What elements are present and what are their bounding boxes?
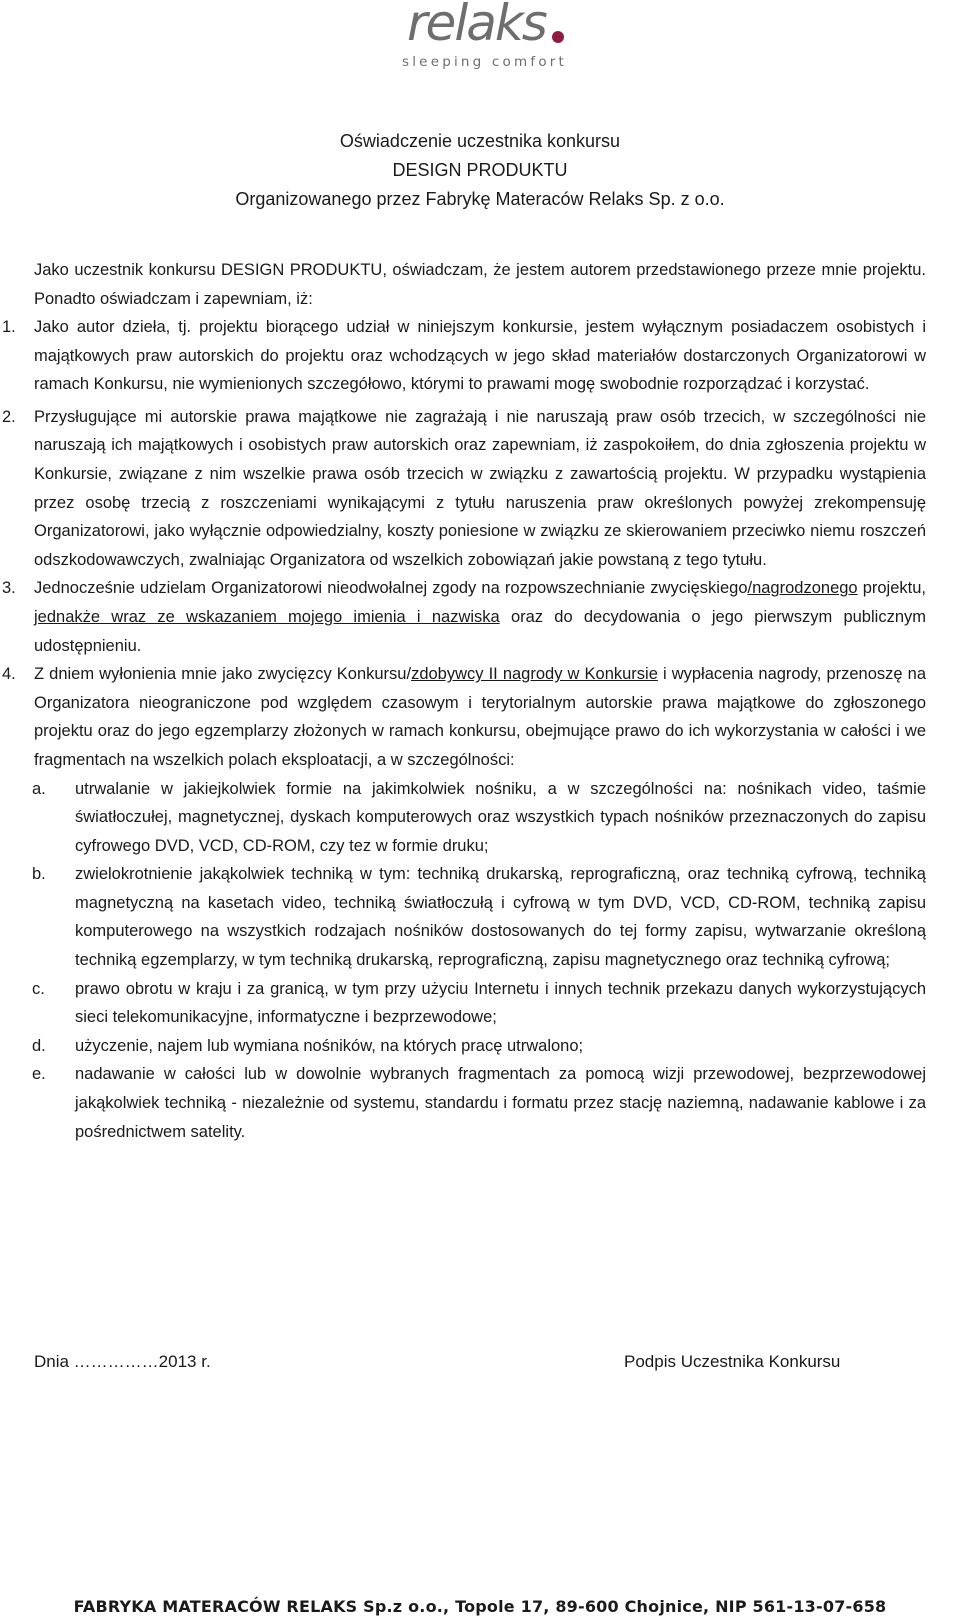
- logo-tagline: sleeping comfort: [402, 54, 568, 70]
- item-text: Przysługujące mi autorskie prawa majątkowe nie zagrażają i nie naruszają praw osób trzecich, w szczególności nie naruszają ich majątkowych i osobistych praw autorskich oraz zapewniam, iż zaspokoiłem, do dnia zgłoszenia projektu w Konkursie, związane z nim wszelkie prawa osób trzecich w związku z zawartością projektu. W przypadku wystąpienia przez osobę trzecią z roszczeniami wynikającymi z tytułu naruszenia praw określonych powyżej zrekompensuję Organizatorowi, jako wyłącznie odpowiedzialny, koszty poniesione w związku ze skierowaniem przeciwko niemu roszczeń odszkodowawczych, zwalniając Organizatora od wszelkich zobowiązań jakie powstaną z tego tytułu.: [34, 407, 926, 569]
- declaration-item-2: [0, 403, 926, 575]
- document-title: Oświadczenie uczestnika konkursu: [339, 131, 621, 151]
- item-number: 3.: [2, 579, 16, 598]
- item-text-part: Z dniem wyłonienia mnie jako zwycięzcy Konkursu/: [34, 665, 412, 684]
- exploitation-field-e: [0, 1060, 926, 1146]
- subitem-text: zwielokrotnienie jakąkolwiek techniką w tym: techniką drukarską, reprograficzną, oraz techniką cyfrową, techniką magnetyczną na kasetach video, techniką światłoczułą i cyfrową w tym DVD, VCD, CD-ROM, techniką zapisu komputerowego na wszystkich rodzajach nośników dostosowanych do tej formy zapisu, wytwarzanie określoną techniką egzemplarzy, w tym techniką drukarską, reprograficzną, zapisu magnetycznego oraz techniką cyfrową;: [75, 865, 926, 970]
- intro-paragraph: Jako uczestnik konkursu DESIGN PRODUKTU, oświadczam, że jestem autorem przedstawionego przeze mnie projektu. Ponadto oświadczam i zapewniam, iż:: [34, 261, 926, 308]
- organizer-line: Organizowanego przez Fabrykę Materaców Relaks Sp. z o.o.: [235, 189, 725, 209]
- underlined-text: /nagrodzonego: [747, 579, 858, 598]
- declaration-item-1: [0, 313, 926, 399]
- exploitation-field-c: [0, 975, 926, 1032]
- subitem-letter: b.: [32, 865, 46, 884]
- item-number: 4.: [2, 665, 16, 684]
- declaration-list: [0, 313, 960, 1146]
- date-field: Dnia ……………2013 r.: [34, 1352, 211, 1371]
- exploitation-field-b: [0, 860, 926, 974]
- subitem-text: utrwalanie w jakiejkolwiek formie na jakimkolwiek nośniku, a w szczególności na: nośnikach video, taśmie światłoczułej, magnetycznej, dyskach komputerowych oraz wszystkich typach nośników przeznaczonych do zapisu cyfrowego DVD, VCD, CD-ROM, czy tez w formie druku;: [75, 779, 926, 855]
- item-number: 2.: [2, 407, 16, 426]
- declaration-item-4: [0, 660, 926, 774]
- subitem-letter: c.: [32, 979, 45, 998]
- subitem-letter: a.: [32, 779, 46, 798]
- item-number: 1.: [2, 318, 16, 336]
- signature-label: Podpis Uczestnika Konkursu: [624, 1352, 841, 1371]
- exploitation-field-d: [0, 1032, 926, 1061]
- logo-wordmark: relaks: [407, 0, 546, 52]
- subitem-text: nadawanie w całości lub w dowolnie wybranych fragmentach za pomocą wizji przewodowej, bezprzewodowej jakąkolwiek techniką - niezależnie od systemu, standardu i formatu przez stację naziemną, nadawanie kablowe i za pośrednictwem satelity.: [75, 1065, 926, 1141]
- exploitation-field-a: [0, 775, 926, 861]
- company-logo: [0, 0, 960, 80]
- company-footer: FABRYKA MATERACÓW RELAKS Sp.z o.o., Topole 17, 89-600 Chojnice, NIP 561-13-07-658: [73, 1597, 887, 1616]
- contest-name: DESIGN PRODUKTU: [392, 160, 568, 180]
- underlined-text: jednakże wraz ze wskazaniem mojego imienia i nazwiska: [34, 607, 500, 626]
- declaration-item-3: [0, 574, 926, 660]
- item-text-part: oraz do decydowania o jego pierwszym publicznym udostępnieniu.: [34, 607, 926, 655]
- subitem-text: prawo obrotu w kraju i za granicą, w tym przy użyciu Internetu i innych technik przekazu danych wykorzystujących sieci telekomunikacyjne, informatyczne i bezprzewodowe;: [75, 979, 926, 1027]
- item-text-part: projektu,: [857, 579, 926, 598]
- item-text-part: i wypłacenia nagrody, przenoszę na Organizatora nieograniczone pod względem czasowym i terytorialnym autorskie prawa majątkowe do zgłoszonego projektu oraz do jego egzemplarzy złożonych w ramach konkursu, obejmujące prawo do ich wykorzystania w całości i we fragmentach na wszelkich polach eksploatacji, a w szczególności:: [34, 665, 927, 769]
- underlined-text: zdobywcy II nagrody w Konkursie: [411, 665, 658, 684]
- subitem-text: użyczenie, najem lub wymiana nośników, na których pracę utrwalono;: [75, 1036, 584, 1055]
- subitem-letter: d.: [32, 1036, 46, 1055]
- item-text: Jako autor dzieła, tj. projektu biorącego udział w niniejszym konkursie, jestem wyłącznym posiadaczem osobistych i majątkowych praw autorskich do projektu oraz wchodzących w jego skład materiałów dostarczonych Organizatorowi w ramach Konkursu, nie wymienionych szczegółowo, którymi to prawami mogę swobodnie rozporządzać i korzystać.: [34, 318, 926, 394]
- logo-dot-icon: [552, 31, 564, 43]
- item-text-part: Jednocześnie udzielam Organizatorowi nieodwołalnej zgody na rozpowszechnianie zwycięskiego: [34, 579, 748, 598]
- subitem-letter: e.: [32, 1065, 46, 1084]
